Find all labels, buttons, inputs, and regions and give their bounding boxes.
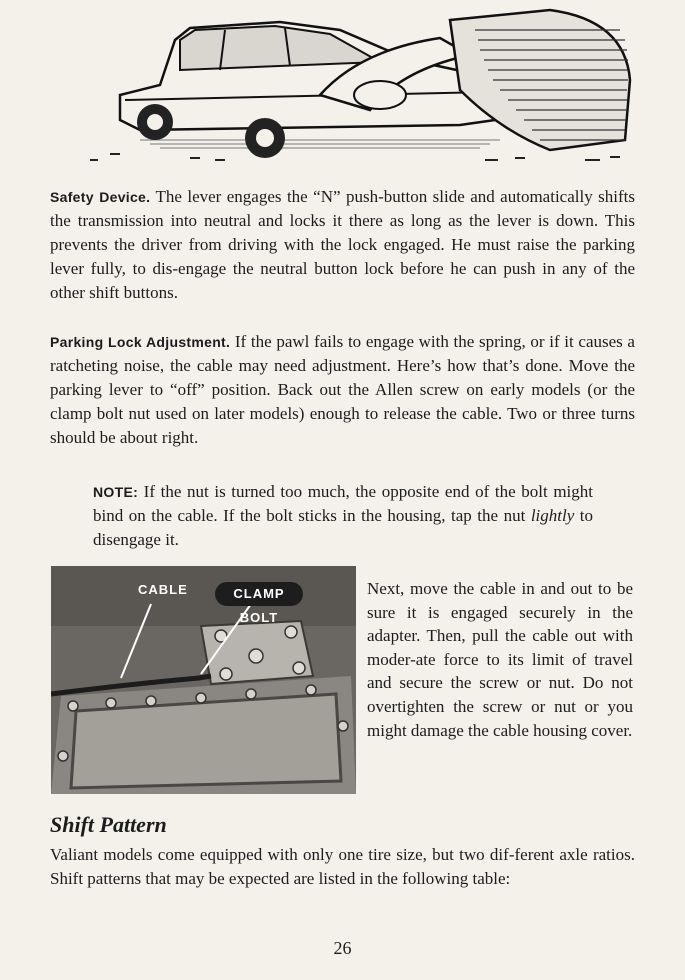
parking-lock-paragraph [50, 330, 635, 450]
note-emphasis: lightly [530, 506, 575, 525]
page-number: 26 [333, 938, 352, 958]
safety-device-heading: Safety Device. [50, 189, 151, 205]
clamp-bolt-label: CLAMP BOLT [215, 582, 303, 606]
note-text-after: to disengage it. [93, 506, 593, 549]
parking-lock-text: If the pawl fails to engage with the spring, or if it causes a ratcheting noise, the cable may need adjustment. Here’s how that’s done. Move the parking lever to “off” position. Back out the Allen screw on early models (or the clamp bolt nut used on later models) enough to release the cable. Two or three turns should be about right. [50, 332, 635, 447]
note-text-before: If the nut is turned too much, the opposite end of the bolt might bind on the cable. If the bolt sticks in the housing, tap the nut [93, 482, 593, 525]
safety-device-paragraph [50, 185, 635, 305]
safety-device-text: The lever engages the “N” push-button slide and automatically shifts the transmission into neutral and locks it there as long as the lever is down. This prevents the driver from driving with the lock engaged. He must raise the parking lever fully, to dis-engage the neutral button lock before he can push in any of the other shift buttons. [50, 187, 635, 302]
note-paragraph [93, 480, 593, 552]
note-label: NOTE: [93, 484, 139, 500]
parking-lock-heading: Parking Lock Adjustment. [50, 334, 231, 350]
car-and-brush-illustration-icon [80, 0, 640, 172]
transmission-photo [51, 566, 356, 794]
shift-pattern-paragraph: Valiant models come equipped with only one tire size, but two dif-ferent axle ratios. Shift patterns that may be expected are listed in the following table: [50, 845, 635, 888]
cable-label: CABLE [138, 582, 188, 597]
next-step-paragraph: Next, move the cable in and out to be sure it is engaged securely in the adapter. Then, pull the cable out with moder-ate force to its limit of travel and secure the screw or nut. Do not overtighten the screw or nut or you might damage the cable housing cover. [367, 579, 633, 740]
shift-pattern-heading: Shift Pattern [50, 812, 167, 837]
transmission-photo-drawing [51, 566, 356, 794]
